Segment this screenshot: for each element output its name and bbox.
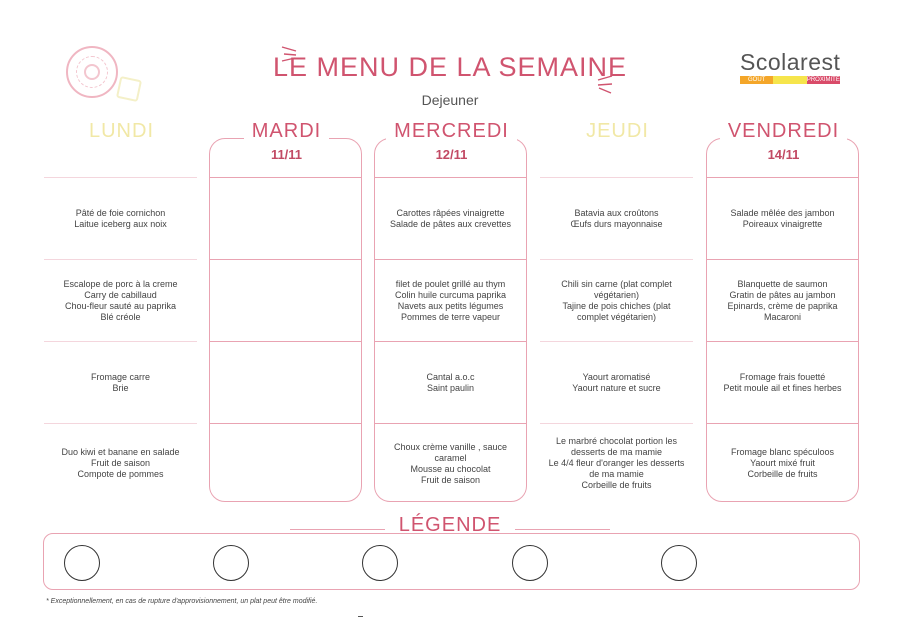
meal-slot-content (710, 447, 855, 480)
menu-item: Laitue iceberg aux noix (74, 218, 167, 229)
menu-item: Pâté de foie cornichon (75, 207, 166, 218)
day-name-text: JEUDI (578, 120, 657, 142)
menu-item: Epinards, crème de paprika (727, 300, 838, 311)
meal-slot-content (48, 372, 193, 394)
meal-slot-4 (540, 423, 693, 503)
menu-item: Carottes râpées vinaigrette (396, 207, 505, 218)
menu-item: Colin huile curcuma paprika (394, 289, 507, 300)
day-name-text: MARDI (244, 120, 329, 142)
day-name (706, 120, 861, 143)
menu-item: Fruit de saison (90, 458, 151, 468)
meal-slot-2 (540, 259, 693, 341)
meal-slot-content (48, 208, 193, 230)
day-name-text: VENDREDI (720, 120, 847, 142)
day-date: 11/11 (270, 147, 303, 162)
menu-item: Duo kiwi et banane en salade (61, 447, 180, 457)
menu-item: Yaourt nature et sucre (572, 382, 661, 393)
menu-item: Fromage frais fouetté (739, 371, 826, 382)
menu-item: Compote de pommes (77, 469, 164, 479)
meal-slot-content (378, 279, 523, 323)
menu-item: complet végétarien) (576, 311, 657, 322)
day-name (540, 120, 695, 143)
meal-slot-content (378, 372, 523, 394)
menu-item: Yaourt mixé fruit (750, 458, 815, 468)
meal-slot-2 (374, 259, 527, 341)
meal-slot-content (378, 208, 523, 230)
meal-slot-content (544, 208, 689, 230)
menu-item: Corbeille de fruits (581, 480, 652, 490)
menu-item: Brie (112, 382, 129, 393)
meal-slot-content (48, 447, 193, 480)
meal-slot-3 (706, 341, 859, 423)
day-column-jeudi (540, 120, 695, 506)
meal-slot-content (544, 279, 689, 323)
page-title: LE MENU DE LA SEMAINE (272, 52, 628, 82)
menu-item: Blanquette de saumon (737, 278, 828, 289)
menu-item: Yaourt aromatisé (582, 371, 651, 382)
meal-slot-3 (209, 341, 362, 423)
menu-item: Escalope de porc à la creme (63, 278, 178, 289)
menu-item: Le 4/4 fleur d'oranger les desserts (548, 458, 685, 468)
legend-title-text: LÉGENDE (385, 514, 516, 536)
day-name-text: LUNDI (81, 120, 162, 142)
day-name (374, 120, 529, 143)
menu-item: desserts de ma mamie (570, 447, 663, 457)
menu-item: Batavia aux croûtons (574, 207, 659, 218)
meal-slot-content (378, 442, 523, 486)
menu-item: Fromage blanc spéculoos (730, 447, 835, 457)
menu-item: Œufs durs mayonnaise (570, 218, 663, 229)
meal-slot-3 (540, 341, 693, 423)
logo-wordmark: Scolarest (740, 49, 841, 75)
day-column-mercredi (374, 120, 529, 506)
meal-slot-2 (44, 259, 197, 341)
day-column-mardi (209, 120, 364, 506)
menu-item: Tajine de pois chiches (plat (562, 300, 671, 311)
menu-item: Choux crème vanille , sauce (393, 441, 508, 452)
menu-item: Mousse au chocolat (410, 463, 491, 474)
title-spark-right-icon (596, 74, 614, 94)
menu-item: Carry de cabillaud (84, 289, 157, 300)
legend-circle (661, 545, 697, 581)
legend-circle (362, 545, 398, 581)
menu-item: Fruit de saison (420, 474, 481, 485)
menu-item: Le marbré chocolat portion les (555, 436, 678, 446)
meal-slot-2 (706, 259, 859, 341)
day-name (209, 120, 364, 143)
meal-slot-1 (706, 177, 859, 259)
menu-item: filet de poulet grillé au thym (395, 278, 506, 289)
meal-slot-4 (706, 423, 859, 503)
meal-slot-content (544, 372, 689, 394)
day-name (44, 120, 199, 143)
logo-tagline-1: GOÛT (740, 76, 773, 84)
legend-circle (512, 545, 548, 581)
menu-item: Saint paulin (426, 382, 475, 393)
menu-item: Salade de pâtes aux crevettes (389, 218, 512, 229)
day-date: 14/11 (767, 147, 800, 162)
meal-slot-3 (374, 341, 527, 423)
menu-item: Salade mêlée des jambon (730, 207, 835, 218)
meal-slot-4 (44, 423, 197, 503)
day-name-text: MERCREDI (386, 120, 517, 142)
stamp-logo (66, 46, 118, 98)
menu-item: Navets aux petits légumes (397, 300, 504, 311)
menu-item: Chou-fleur sauté au paprika (64, 300, 177, 311)
menu-item: de ma mamie (589, 469, 644, 479)
day-column-vendredi (706, 120, 861, 506)
scolarest-logo (740, 50, 850, 84)
logo-tagline-3: PROXIMITÉ (806, 77, 840, 83)
meal-slot-4 (374, 423, 527, 503)
menu-item: Chili sin carne (plat complet (561, 278, 672, 289)
menu-item: Pommes de terre vapeur (400, 311, 501, 322)
meal-slot-1 (374, 177, 527, 259)
day-column-lundi (44, 120, 199, 506)
meal-slot-4 (209, 423, 362, 503)
menu-item: végétarien) (593, 289, 640, 300)
legend-circle (64, 545, 100, 581)
meal-slot-content (710, 372, 855, 394)
footnote: * Exceptionnellement, en cas de rupture d'approvisionnement, un plat peut être modifié. (46, 598, 318, 605)
logo-tagline-2 (773, 76, 806, 84)
faint-mark (116, 76, 142, 102)
menu-item: Petit moule ail et fines herbes (723, 382, 842, 393)
meal-slot-2 (209, 259, 362, 341)
meal-slot-content (710, 208, 855, 230)
meal-slot-1 (209, 177, 362, 259)
menu-item: caramel (434, 452, 467, 463)
legend-box (43, 533, 860, 590)
logo-tagline-bar (740, 76, 840, 84)
page-mark (358, 616, 363, 617)
menu-item: Macaroni (763, 311, 801, 322)
meal-slot-1 (44, 177, 197, 259)
legend-circle (213, 545, 249, 581)
meal-slot-1 (540, 177, 693, 259)
meal-subtitle: Dejeuner (421, 92, 479, 108)
menu-item: Corbeille de fruits (747, 469, 818, 479)
menu-item: Gratin de pâtes au jambon (729, 289, 836, 300)
meal-slot-content (710, 279, 855, 323)
meal-slot-content (544, 436, 689, 491)
stamp-center (84, 64, 100, 80)
menu-item: Poireaux vinaigrette (742, 218, 823, 229)
menu-item: Blé créole (100, 311, 141, 322)
day-date: 12/11 (435, 147, 468, 162)
menu-item: Fromage carre (90, 371, 151, 382)
menu-item: Cantal a.o.c (426, 371, 475, 382)
meal-slot-3 (44, 341, 197, 423)
meal-slot-content (48, 279, 193, 323)
